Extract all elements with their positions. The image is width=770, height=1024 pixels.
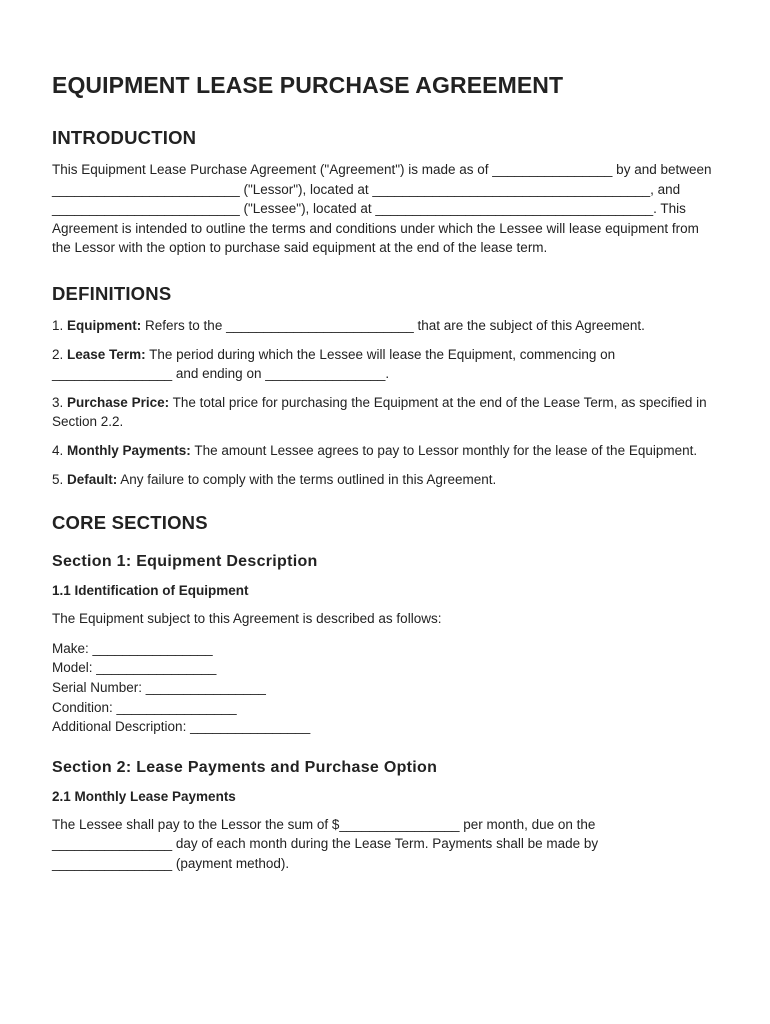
definition-number: 3.	[52, 394, 64, 410]
definition-text: The total price for purchasing the Equipment at the end of the Lease Term, as specified in Section 2.2.	[52, 394, 707, 430]
definition-number: 2.	[52, 346, 64, 362]
definition-item	[52, 316, 718, 336]
definition-term: Purchase Price:	[67, 394, 170, 410]
core-sections-heading: CORE SECTIONS	[52, 512, 208, 534]
definition-number: 4.	[52, 442, 64, 458]
section-1-title: Section 1: Equipment Description	[52, 553, 318, 571]
definitions-heading: DEFINITIONS	[52, 282, 172, 304]
definition-number: 5.	[52, 471, 64, 487]
section-2-1-text: The Lessee shall pay to the Lessor the sum of $________________ per month, due on the ________________ day of each month during the Lease Term. Payments shall be made by ________________ (payment method).	[52, 816, 599, 871]
equipment-fields	[52, 639, 718, 737]
definition-item	[52, 345, 718, 384]
section-2-title: Section 2: Lease Payments and Purchase Option	[52, 758, 438, 776]
definition-text: The period during which the Lessee will lease the Equipment, commencing on ________________ and ending on ________________.	[52, 346, 616, 382]
field-make: Make: ________________	[52, 640, 213, 656]
definition-item	[52, 441, 718, 461]
definition-term: Lease Term:	[67, 346, 146, 362]
definition-term: Monthly Payments:	[67, 442, 191, 458]
definition-text: The amount Lessee agrees to pay to Lessor monthly for the lease of the Equipment.	[190, 442, 698, 458]
section-2-1-title: 2.1 Monthly Lease Payments	[52, 788, 236, 804]
document-body	[52, 70, 718, 873]
definition-text: Refers to the _________________________ that are the subject of this Agreement.	[141, 317, 645, 333]
field-additional-description: Additional Description: ________________	[52, 719, 311, 735]
definition-item	[52, 470, 718, 490]
definition-text: Any failure to comply with the terms outlined in this Agreement.	[117, 471, 497, 487]
definition-term: Default:	[67, 471, 118, 487]
field-serial-number: Serial Number: ________________	[52, 679, 266, 695]
field-model: Model: ________________	[52, 660, 217, 676]
definition-term: Equipment:	[67, 317, 142, 333]
introduction-text: This Equipment Lease Purchase Agreement ("Agreement") is made as of ________________ by and between _________________________ ("Lessor"), located at _____________________________________, and _________________________ ("Lessee"), located at _____________________________________. This Agreement is intended to outline the terms and conditions under which the Lessee will lease equipment from the Lessor with the option to purchase said equipment at the end of the lease term.	[52, 162, 712, 256]
document-title: EQUIPMENT LEASE PURCHASE AGREEMENT	[52, 72, 564, 98]
section-1-1-title: 1.1 Identification of Equipment	[52, 583, 249, 599]
section-1-intro: The Equipment subject to this Agreement is described as follows:	[52, 611, 442, 627]
field-condition: Condition: ________________	[52, 699, 237, 715]
introduction-heading: INTRODUCTION	[52, 127, 197, 148]
definition-number: 1.	[52, 317, 64, 333]
definition-item	[52, 393, 718, 432]
